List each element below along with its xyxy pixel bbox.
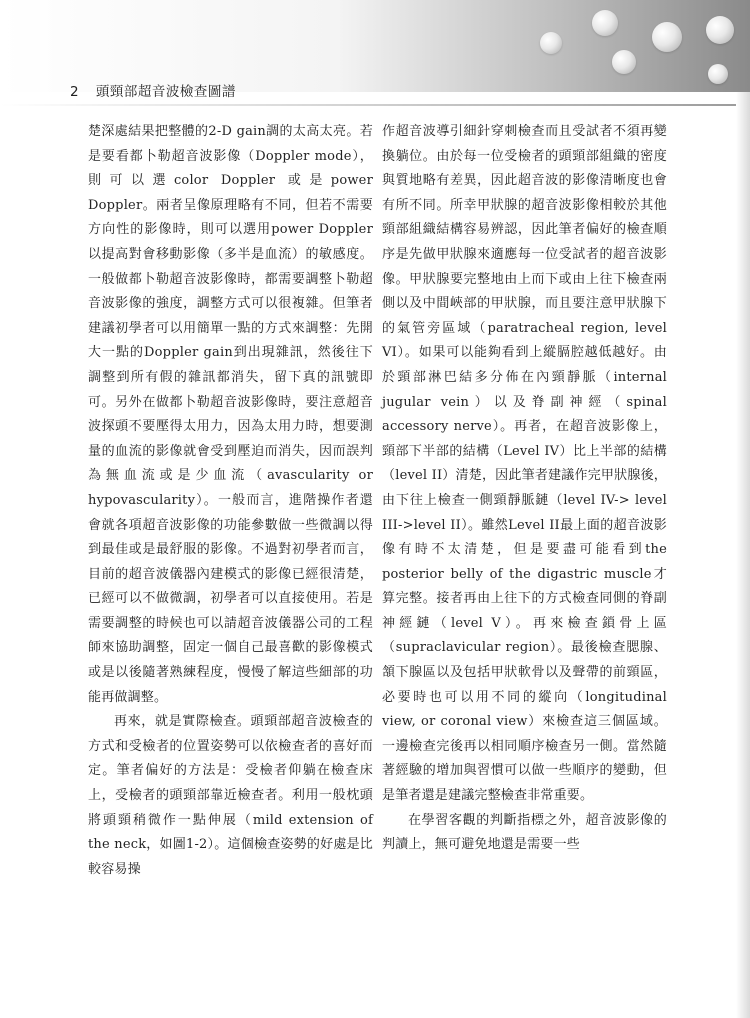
page-edge-shadow: [736, 92, 750, 1018]
book-title: 頭頸部超音波檢查圖譜: [95, 84, 236, 100]
header-gradient-band: [0, 0, 750, 92]
decorative-dot: [652, 22, 682, 52]
right-paragraph-2: 在學習客觀的判斷指標之外，超音波影像的判讀上，無可避免地還是需要一些: [382, 812, 667, 853]
decorative-dot: [706, 16, 734, 44]
page-number: 2: [70, 84, 80, 100]
running-head: [70, 80, 236, 100]
left-paragraph-1: 楚深處結果把整體的2-D gain調的太高太亮。若是要看都卜勒超音波影像（Doppler mode），則可以選color Doppler 或是power Doppler。兩者呈像原理略有不同，但若不需要方向性的影像時，則可以選用power Doppler以提高對會移動影像（多半是血流）的敏感度。一般做都卜勒超音波影像時，都需要調整卜勒超音波影像的強度，調整方式可以很複雜。但筆者建議初學者可以用簡單一點的方式來調整：先開大一點的Doppler gain到出現雜訊，然後往下調整到所有假的雜訊都消失，留下真的訊號即可。另外在做都卜勒超音波影像時，要注意超音波探頭不要壓得太用力，因為太用力時，想要測量的血流的影像就會受到壓迫而消失，因而誤判為無血流或是少血流（avascularity or hypovascularity）。一般而言，進階操作者還會就各項超音波影像的功能參數做一些微調以得到最佳或是最舒服的影像。不過對初學者而言，目前的超音波儀器內建模式的影像已經很清楚，已經可以不做微調，初學者可以直接使用。若是需要調整的時候也可以請超音波儀器公司的工程師來協助調整，固定一個自己最喜歡的影像模式或是以後隨著熟練程度，慢慢了解這些細部的功能再做調整。: [88, 124, 373, 705]
header-divider: [0, 104, 750, 106]
decorative-dot: [540, 32, 562, 54]
right-paragraph-1: 作超音波導引細針穿刺檢查而且受試者不須再變換躺位。由於每一位受檢者的頭頸部組織的密度與質地略有差異，因此超音波的影像清晰度也會有所不同。所幸甲狀腺的超音波影像相較於其他頸部組織結構容易辨認，因此筆者偏好的檢查順序是先做甲狀腺來適應每一位受試者的超音波影像。甲狀腺要完整地由上而下或由上往下檢查兩側以及中間峽部的甲狀腺，而且要注意甲狀腺下的氣管旁區域（paratracheal region, level VI）。如果可以能夠看到上縱膈腔越低越好。由於頸部淋巴結多分佈在內頸靜脈（internal jugular vein）以及脊副神經（spinal accessory nerve）。再者，在超音波影像上，頸部下半部的結構（Level IV）比上半部的結構（level II）清楚，因此筆者建議作完甲狀腺後，由下往上檢查一側頸靜脈鏈（level IV-> level III->level II）。雖然Level II最上面的超音波影像有時不太清楚，但是要盡可能看到the posterior belly of the digastric muscle才算完整。接者再由上往下的方式檢查同側的脊副神經鏈（level V）。再來檢查鎖骨上區（supraclavicular region）。最後檢查腮腺、頷下腺區以及包括甲狀軟骨以及聲帶的前頸區，必要時也可以用不同的縱向（longitudinal view, or coronal view）來檢查這三個區域。一邊檢查完後再以相同順序檢查另一側。當然隨著經驗的增加與習慣可以做一些順序的變動，但是筆者還是建議完整檢查非常重要。: [382, 124, 667, 804]
left-paragraph-2: 再來，就是實際檢查。頭頸部超音波檢查的方式和受檢者的位置姿勢可以依檢查者的喜好而定。筆者偏好的方法是：受檢者仰躺在檢查床上，受檢者的頭頸部靠近檢查者。利用一般枕頭將頭頸稍微作一點伸展（mild extension of the neck，如圖1-2）。這個檢查姿勢的好處是比較容易操: [88, 714, 373, 877]
decorative-dot: [612, 50, 636, 74]
left-column: [88, 120, 373, 882]
decorative-dot: [708, 64, 728, 84]
decorative-dot: [592, 10, 618, 36]
right-column: [382, 120, 667, 858]
